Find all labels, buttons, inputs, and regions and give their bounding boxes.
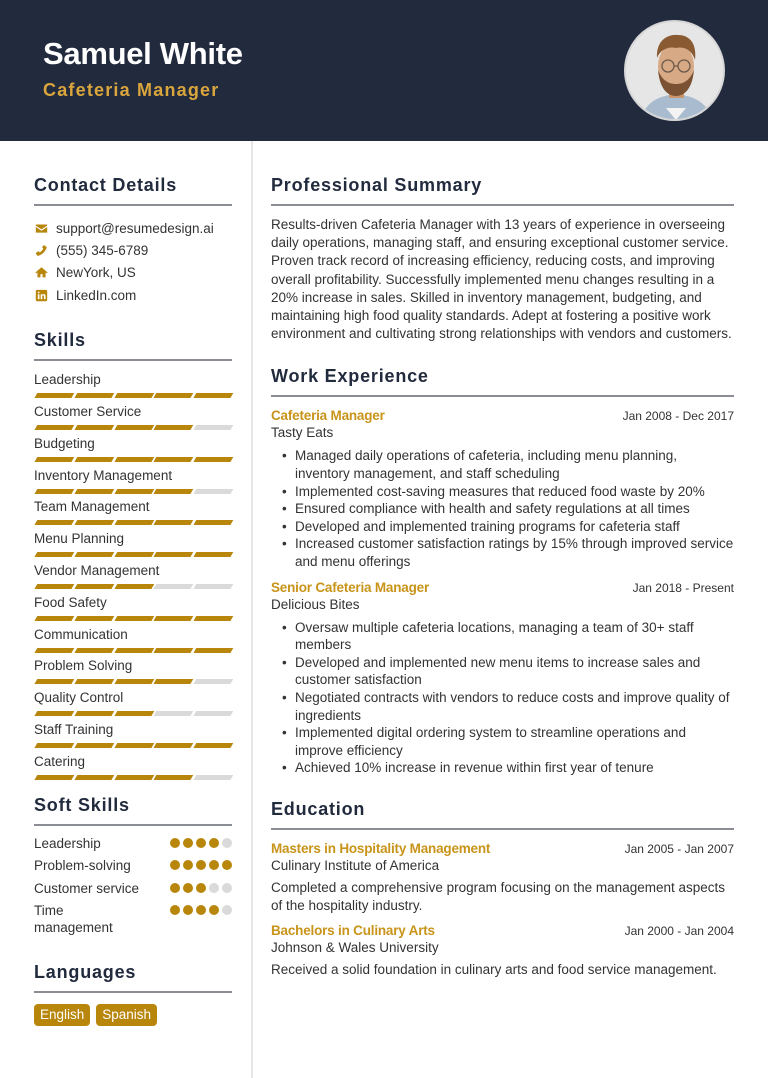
skill-name: Communication: [34, 626, 128, 642]
bullet-item: • Increased customer satisfaction ratings by 15% through improved service and menu offerings: [295, 535, 734, 570]
skill-level-segment: [194, 679, 233, 684]
skill-level-bar: [34, 457, 232, 462]
rating-dot-icon: [170, 883, 180, 893]
skill-level-segment: [154, 520, 193, 525]
skill-level-segment: [194, 775, 233, 780]
bullet-item: • Negotiated contracts with vendors to reduce costs and improve quality of ingredients: [295, 689, 734, 724]
soft-skills-list: [34, 835, 232, 949]
skill-level-segment: [194, 393, 233, 398]
section-title: Education: [271, 799, 734, 830]
skill-level-bar: [34, 584, 232, 589]
skill-level-segment: [194, 584, 233, 589]
degree-title: Masters in Hospitality Management: [271, 840, 491, 856]
phone-icon: [34, 243, 48, 257]
skills-section: [34, 330, 232, 784]
bullet-item: • Developed and implemented new menu items to increase sales and customer satisfaction: [295, 654, 734, 689]
rating-dot-icon: [222, 905, 232, 915]
skill-level-segment: [35, 616, 74, 621]
skill-level-bar: [34, 711, 232, 716]
soft-skill-name: Leadership: [34, 835, 101, 851]
skill-level-segment: [35, 489, 74, 494]
job-title: Cafeteria Manager: [271, 408, 385, 424]
avatar: [624, 20, 725, 121]
skills-list: [34, 371, 232, 784]
skill-level-segment: [154, 616, 193, 621]
skill-name: Budgeting: [34, 435, 95, 451]
contact-location: [34, 262, 232, 284]
skill-item: [34, 626, 232, 658]
skill-level-segment: [114, 393, 153, 398]
skill-level-segment: [154, 584, 193, 589]
skill-level-segment: [114, 457, 153, 462]
skill-level-bar: [34, 616, 232, 621]
job-title: Senior Cafeteria Manager: [271, 579, 430, 595]
soft-skill-name: Customer service: [34, 880, 140, 896]
soft-skill-rating: [170, 857, 232, 870]
job-company: Delicious Bites: [271, 596, 360, 612]
skill-level-segment: [154, 552, 193, 557]
skill-level-bar: [34, 489, 232, 494]
skill-name: Problem Solving: [34, 658, 133, 674]
skill-level-segment: [74, 679, 113, 684]
education-dates: Jan 2000 - Jan 2004: [624, 923, 734, 938]
education-section: [271, 799, 734, 979]
skill-level-segment: [114, 616, 153, 621]
skill-level-segment: [74, 743, 113, 748]
rating-dot-icon: [170, 905, 180, 915]
skill-level-segment: [154, 775, 193, 780]
skill-level-segment: [154, 679, 193, 684]
linkedin-icon: [34, 288, 48, 302]
rating-dot-icon: [170, 838, 180, 848]
rating-dot-icon: [183, 860, 193, 870]
skill-level-segment: [114, 711, 153, 716]
skill-level-segment: [154, 457, 193, 462]
contact-list: [34, 217, 232, 306]
skill-level-segment: [35, 679, 74, 684]
home-icon: [34, 266, 48, 280]
skill-name: Team Management: [34, 499, 150, 515]
candidate-name: Samuel White: [43, 36, 243, 71]
skill-level-segment: [194, 711, 233, 716]
job-entry: [271, 408, 734, 570]
rating-dot-icon: [196, 905, 206, 915]
skill-level-segment: [114, 743, 153, 748]
skill-level-segment: [74, 616, 113, 621]
right-column: [271, 141, 734, 979]
soft-skill-rating: [170, 880, 232, 893]
rating-dot-icon: [170, 860, 180, 870]
rating-dot-icon: [183, 883, 193, 893]
skill-level-segment: [35, 520, 74, 525]
education-dates: Jan 2005 - Jan 2007: [624, 841, 734, 856]
bullet-item: • Ensured compliance with health and safety regulations at all times: [295, 500, 734, 518]
skill-level-segment: [194, 743, 233, 748]
skill-item: [34, 467, 232, 499]
skill-item: [34, 403, 232, 435]
soft-skill-item: [34, 857, 232, 880]
skill-level-segment: [35, 425, 74, 430]
job-entry: [271, 580, 734, 777]
language-badge: Spanish: [96, 1004, 157, 1026]
skill-level-segment: [114, 552, 153, 557]
bullet-item: • Oversaw multiple cafeteria locations, managing a team of 30+ staff members: [295, 619, 734, 654]
skill-level-segment: [154, 489, 193, 494]
skill-level-segment: [154, 711, 193, 716]
skill-level-segment: [74, 393, 113, 398]
skill-name: Menu Planning: [34, 531, 125, 547]
skill-item: [34, 689, 232, 721]
skill-level-segment: [114, 775, 153, 780]
rating-dot-icon: [196, 860, 206, 870]
skill-level-segment: [35, 743, 74, 748]
contact-text: (555) 345-6789: [56, 242, 149, 258]
skill-level-segment: [35, 457, 74, 462]
bullet-item: • Developed and implemented training programs for cafeteria staff: [295, 518, 734, 536]
section-title: Languages: [34, 962, 232, 993]
education-description: Completed a comprehensive program focusing on the management aspects of the hospitality industry.: [271, 879, 726, 913]
skill-item: [34, 721, 232, 753]
soft-skill-item: [34, 902, 232, 948]
skill-item: [34, 530, 232, 562]
skill-level-bar: [34, 743, 232, 748]
degree-title: Bachelors in Culinary Arts: [271, 922, 435, 938]
job-dates: Jan 2018 - Present: [632, 580, 734, 595]
candidate-title: Cafeteria Manager: [43, 80, 220, 100]
skill-item: [34, 371, 232, 403]
bullet-item: • Achieved 10% increase in revenue within first year of tenure: [295, 759, 734, 777]
language-list: [34, 1004, 232, 1026]
skill-item: [34, 562, 232, 594]
skill-level-segment: [74, 552, 113, 557]
skill-item: [34, 657, 232, 689]
section-title: Soft Skills: [34, 795, 232, 826]
skill-level-bar: [34, 775, 232, 780]
skill-level-segment: [154, 425, 193, 430]
skill-name: Quality Control: [34, 690, 124, 706]
skill-level-segment: [35, 552, 74, 557]
skill-level-segment: [114, 425, 153, 430]
rating-dot-icon: [222, 860, 232, 870]
job-company: Tasty Eats: [271, 425, 334, 441]
rating-dot-icon: [209, 883, 219, 893]
section-title: Work Experience: [271, 366, 734, 397]
skill-level-segment: [74, 584, 113, 589]
section-title: Skills: [34, 330, 232, 361]
skill-level-bar: [34, 520, 232, 525]
skill-level-segment: [154, 648, 193, 653]
job-bullets: [271, 447, 734, 570]
soft-skill-name: Problem-solving: [34, 858, 131, 874]
languages-section: [34, 962, 232, 1026]
contact-text: support@resumedesign.ai: [56, 220, 214, 236]
education-entry: [271, 841, 734, 915]
skill-level-segment: [74, 520, 113, 525]
experience-section: [271, 366, 734, 777]
skill-level-bar: [34, 393, 232, 398]
skill-level-bar: [34, 425, 232, 430]
contact-linkedin[interactable]: [34, 284, 232, 306]
section-title: Contact Details: [34, 175, 232, 206]
summary-section: [271, 175, 734, 343]
skill-level-segment: [114, 520, 153, 525]
skill-level-bar: [34, 648, 232, 653]
skill-level-segment: [35, 648, 74, 653]
rating-dot-icon: [209, 905, 219, 915]
skill-name: Catering: [34, 753, 86, 769]
soft-skills-section: [34, 795, 232, 949]
rating-dot-icon: [222, 883, 232, 893]
skill-level-segment: [74, 457, 113, 462]
skill-level-segment: [35, 711, 74, 716]
summary-text: Results-driven Cafeteria Manager with 13 years of experience in overseeing daily operations, managing staff, and ensuring exceptional customer service. Proven track record of increasing efficiency, reducing costs, and improving overall profitability. Successfully implemented menu changes resulting in a 20% increase in sales. Skilled in inventory management, budgeting, and maintaining high food quality standards. Adept at fostering a positive work environment and cultivating strong relationships with vendors and customers.: [271, 217, 732, 342]
skill-level-segment: [74, 775, 113, 780]
skill-item: [34, 498, 232, 530]
skill-level-segment: [74, 711, 113, 716]
skill-level-segment: [194, 552, 233, 557]
skill-level-segment: [194, 425, 233, 430]
skill-level-segment: [154, 393, 193, 398]
skill-item: [34, 753, 232, 785]
column-divider: [251, 141, 253, 1078]
skill-level-segment: [114, 584, 153, 589]
skill-name: Leadership: [34, 372, 101, 388]
contact-section: [34, 175, 232, 306]
skill-name: Staff Training: [34, 721, 114, 737]
skill-name: Inventory Management: [34, 467, 173, 483]
skill-level-bar: [34, 679, 232, 684]
profile-photo-icon: [626, 22, 725, 121]
soft-skill-name: Time management: [34, 903, 113, 936]
skill-name: Customer Service: [34, 403, 142, 419]
rating-dot-icon: [196, 838, 206, 848]
education-description: Received a solid foundation in culinary arts and food service management.: [271, 961, 717, 977]
skill-name: Food Safety: [34, 594, 107, 610]
contact-text: LinkedIn.com: [56, 287, 137, 303]
skill-level-bar: [34, 552, 232, 557]
soft-skill-item: [34, 880, 232, 903]
rating-dot-icon: [209, 860, 219, 870]
bullet-item: • Implemented digital ordering system to streamline operations and improve efficiency: [295, 724, 734, 759]
language-badge: English: [34, 1004, 90, 1026]
rating-dot-icon: [209, 838, 219, 848]
skill-level-segment: [194, 648, 233, 653]
contact-email[interactable]: [34, 217, 232, 239]
skill-level-segment: [154, 743, 193, 748]
rating-dot-icon: [183, 905, 193, 915]
job-dates: Jan 2008 - Dec 2017: [622, 409, 734, 424]
skill-level-segment: [114, 648, 153, 653]
skill-level-segment: [35, 393, 74, 398]
soft-skill-item: [34, 835, 232, 858]
skill-item: [34, 594, 232, 626]
skill-name: Vendor Management: [34, 562, 160, 578]
bullet-item: • Managed daily operations of cafeteria, including menu planning, inventory management, and staff scheduling: [295, 447, 734, 482]
job-bullets: [271, 619, 734, 777]
skill-item: [34, 435, 232, 467]
skill-level-segment: [74, 425, 113, 430]
skill-level-segment: [114, 489, 153, 494]
rating-dot-icon: [183, 838, 193, 848]
skill-level-segment: [35, 584, 74, 589]
resume-header: [0, 0, 768, 141]
section-title: Professional Summary: [271, 175, 734, 206]
soft-skill-rating: [170, 835, 232, 848]
skill-level-segment: [74, 489, 113, 494]
bullet-item: • Implemented cost-saving measures that reduced food waste by 20%: [295, 483, 734, 501]
rating-dot-icon: [222, 838, 232, 848]
envelope-icon: [34, 221, 48, 235]
school-name: Culinary Institute of America: [271, 857, 440, 873]
skill-level-segment: [194, 520, 233, 525]
education-entry: [271, 923, 734, 979]
skill-level-segment: [74, 648, 113, 653]
skill-level-segment: [114, 679, 153, 684]
rating-dot-icon: [196, 883, 206, 893]
skill-level-segment: [194, 616, 233, 621]
contact-text: NewYork, US: [56, 265, 136, 281]
left-column: [34, 141, 232, 1026]
skill-level-segment: [194, 457, 233, 462]
contact-phone[interactable]: [34, 239, 232, 261]
soft-skill-rating: [170, 902, 232, 915]
skill-level-segment: [194, 489, 233, 494]
school-name: Johnson & Wales University: [271, 939, 439, 955]
skill-level-segment: [35, 775, 74, 780]
